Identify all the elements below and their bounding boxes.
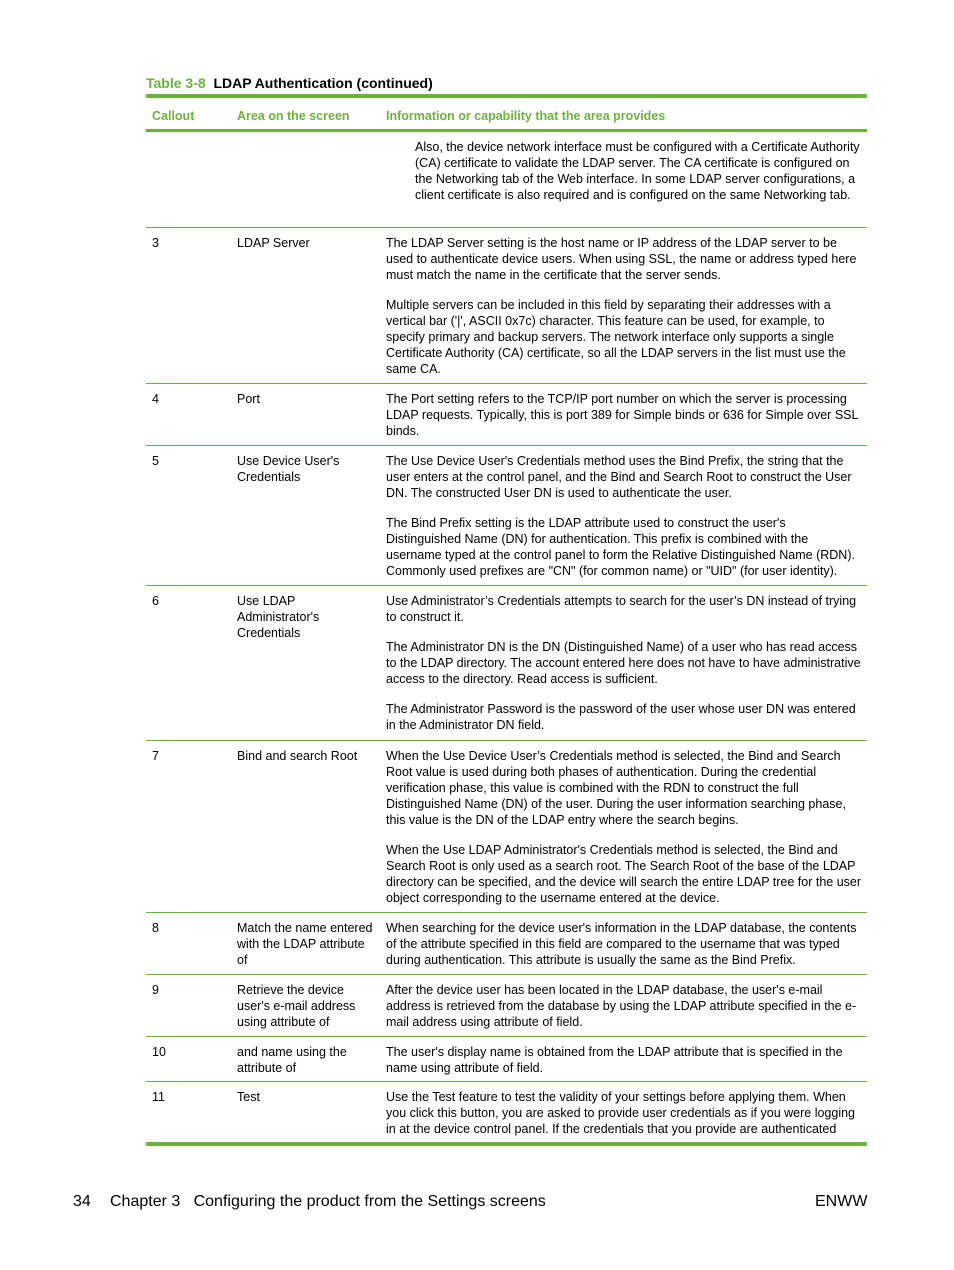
info-paragraph: When the Use Device User’s Credentials method is selected, the Bind and Search Root value is used during both phases of authentication. During the credential verification phase, this value is combined with the RDN to construct the full Distinguished Name (DN) of the user. During the user information searching phase, this value is the DN of the LDAP entry where the search begins. [386, 749, 846, 827]
area-cell: Bind and search Root [237, 749, 358, 763]
callout-cell: 6 [152, 594, 159, 608]
table-row [146, 132, 867, 228]
info-paragraph: Use Administrator’s Credentials attempts to search for the user’s DN instead of trying to construct it. [386, 594, 857, 624]
info-cell [386, 920, 862, 982]
info-paragraph: Use the Test feature to test the validity of your settings before applying them. When you click this button, you are asked to provide user credentials as if you were logging in at the device control panel. If the credentials that you provide are authenticated [386, 1090, 856, 1136]
ldap-table [146, 94, 867, 1146]
table-header [146, 98, 867, 132]
callout-cell: 5 [152, 454, 159, 468]
table-caption [146, 75, 433, 91]
info-paragraph: Multiple servers can be included in this field by separating their addresses with a vertical bar ('|', ASCII 0x7c) character. This feature can be used, for example, to specify primary and backup servers. The network interface only supports a single Certificate Authority (CA) certificate, so all the LDAP servers in the list must use the same CA. [386, 298, 846, 376]
info-cell [386, 748, 862, 920]
info-cell [415, 139, 863, 217]
header-area: Area on the screen [237, 109, 350, 123]
table-row [146, 741, 867, 913]
info-cell [386, 391, 862, 453]
table-row [146, 1082, 867, 1142]
area-cell: Test [237, 1090, 260, 1104]
table-row [146, 586, 867, 741]
callout-cell: 11 [152, 1090, 165, 1104]
callout-cell: 4 [152, 392, 159, 406]
info-paragraph: When the Use LDAP Administrator's Credentials method is selected, the Bind and Search Root is only used as a search root. The Search Root of the base of the LDAP directory can be specified, and the device will search the entire LDAP tree for the user object corresponding to the username entered at the device. [386, 843, 862, 905]
info-paragraph: The user's display name is obtained from the LDAP attribute that is specified in the name using attribute of field. [386, 1045, 843, 1075]
area-cell: Match the name entered with the LDAP attribute of [237, 921, 373, 967]
info-paragraph: Also, the device network interface must be configured with a Certificate Authority (CA) certificate to validate the LDAP server. The CA certificate is configured on the Networking tab of the Web interface. In some LDAP server configurations, a client certificate is also required and is configured on the same Networking tab. [415, 140, 860, 202]
callout-cell: 9 [152, 983, 159, 997]
callout-cell: 7 [152, 749, 159, 763]
info-paragraph: The Port setting refers to the TCP/IP port number on which the server is processing LDAP requests. Typically, this is port 389 for Simple binds or 636 for Simple over SSL binds. [386, 392, 858, 438]
info-cell [386, 982, 862, 1044]
info-cell [386, 593, 862, 747]
chapter-title: Chapter 3 Configuring the product from the Settings screens [110, 1193, 546, 1210]
table-row [146, 446, 867, 586]
table-row [146, 1037, 867, 1082]
table-row [146, 228, 867, 384]
table-row [146, 975, 867, 1037]
info-paragraph: The Administrator DN is the DN (Distinguished Name) of a user who has read access to the LDAP directory. The account entered here does not have to have administrative access to the directory. Read access is sufficient. [386, 640, 861, 686]
info-cell [386, 235, 862, 391]
info-paragraph: The Bind Prefix setting is the LDAP attribute used to construct the user's Distinguished Name (DN) for authentication. This prefix is combined with the username typed at the control panel to form the Relative Distinguished Name (RDN). Commonly used prefixes are "CN" (for common name) or "UID" (for user identity). [386, 516, 855, 578]
area-cell: Retrieve the device user's e-mail address using attribute of [237, 983, 356, 1029]
area-cell: Port [237, 392, 260, 406]
callout-cell: 10 [152, 1045, 166, 1059]
table-row [146, 384, 867, 446]
page-number: 34 [73, 1193, 91, 1210]
table-title: LDAP Authentication (continued) [213, 75, 433, 91]
area-cell: and name using the attribute of [237, 1045, 347, 1075]
info-cell [386, 453, 862, 593]
table-row [146, 913, 867, 975]
area-cell: Use Device User's Credentials [237, 454, 340, 484]
callout-cell: 8 [152, 921, 159, 935]
callout-cell: 3 [152, 236, 159, 250]
header-callout: Callout [152, 109, 195, 123]
area-cell: LDAP Server [237, 236, 310, 250]
table-number: Table 3-8 [146, 75, 206, 91]
info-paragraph: After the device user has been located in the LDAP database, the user's e-mail address is retrieved from the database by using the LDAP attribute specified in the e-mail address using attribute of field. [386, 983, 857, 1029]
info-paragraph: The Use Device User's Credentials method uses the Bind Prefix, the string that the user enters at the control panel, and the Bind and Search Root to construct the User DN. The constructed User DN is used to authenticate the user. [386, 454, 852, 500]
area-cell: Use LDAP Administrator's Credentials [237, 594, 320, 640]
footer-right-label: ENWW [815, 1193, 868, 1210]
info-paragraph: When searching for the device user's information in the LDAP database, the contents of the attribute specified in this field are compared to the username that was typed during authentication. This attribute is usually the same as the Bind Prefix. [386, 921, 857, 967]
header-info: Information or capability that the area provides [386, 109, 666, 123]
info-paragraph: The LDAP Server setting is the host name or IP address of the LDAP server to be used to authenticate device users. When using SSL, the name or address typed here must match the name in the certificate that the server sends. [386, 236, 857, 282]
info-paragraph: The Administrator Password is the password of the user whose user DN was entered in the Administrator DN field. [386, 702, 856, 732]
info-cell [386, 1089, 862, 1151]
